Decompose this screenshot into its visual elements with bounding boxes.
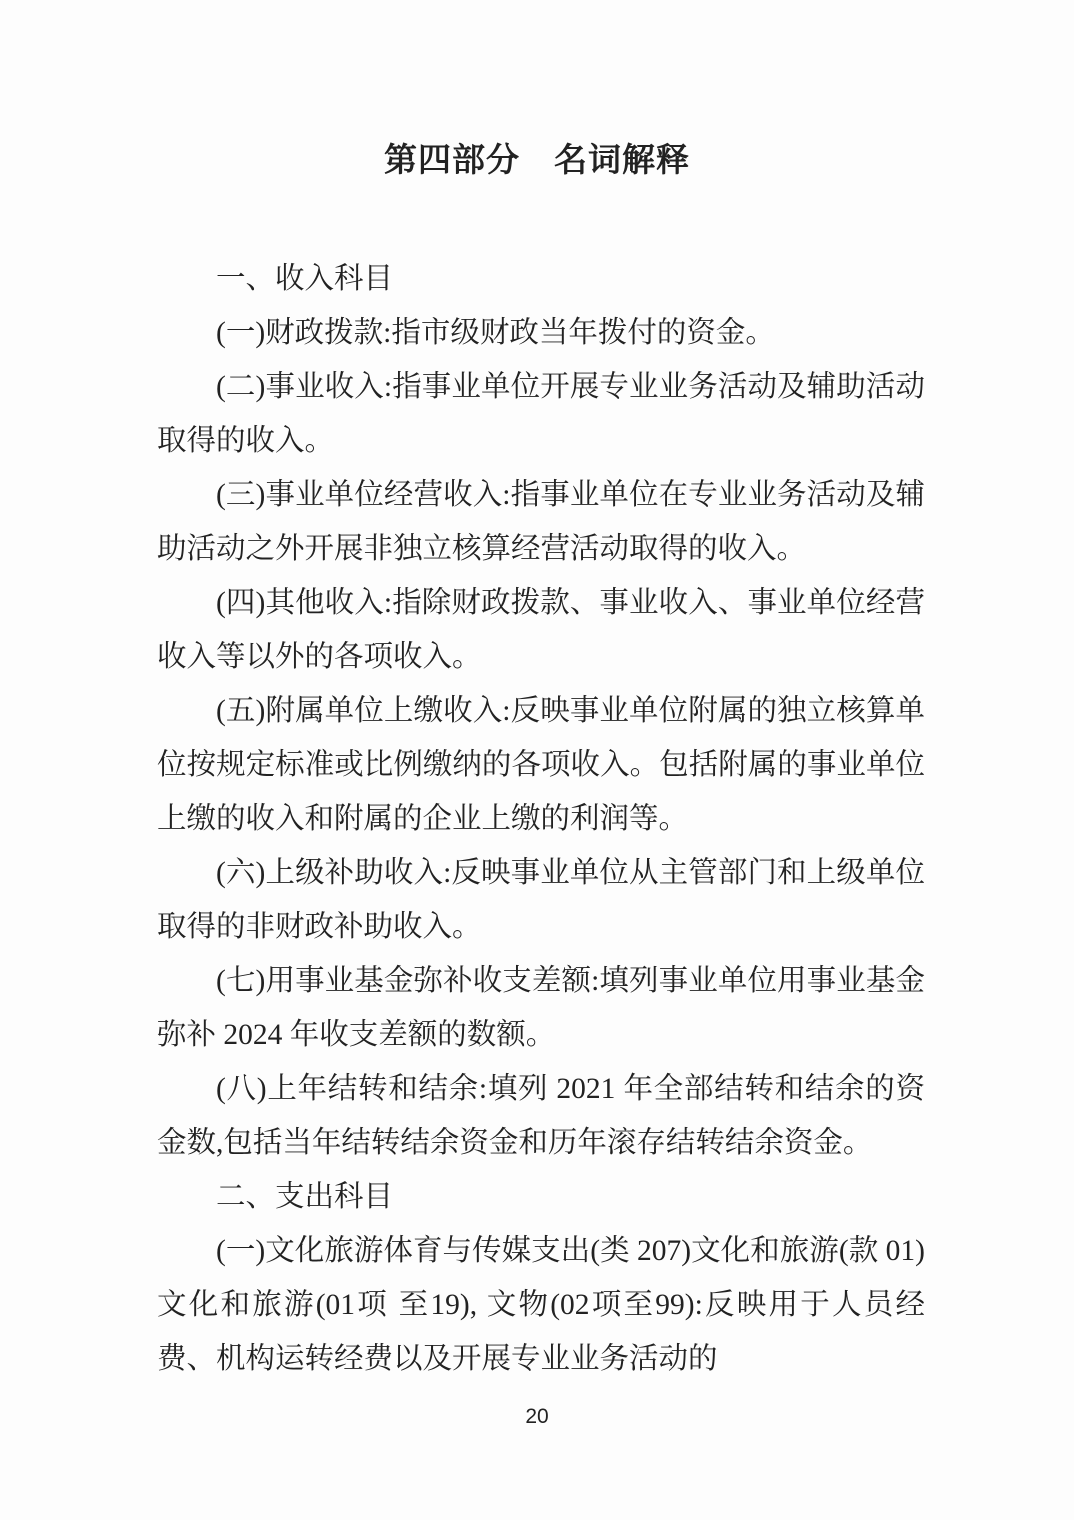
paragraph: (五)附属单位上缴收入:反映事业单位附属的独立核算单位按规定标准或比例缴纳的各项收入。包括附属的事业单位上缴的收入和附属的企业上缴的利润等。 — [157, 695, 925, 835]
paragraph: (一)文化旅游体育与传媒支出(类 207)文化和旅游(款 01)文化和旅游(01项 至19), 文物(02项至99):反映用于人员经费、机构运转经费以及开展专业业务活动的 — [157, 1235, 925, 1375]
page-footer — [0, 1405, 1074, 1429]
paragraph: (六)上级补助收入:反映事业单位从主管部门和上级单位取得的非财政补助收入。 — [157, 857, 925, 943]
paragraph: (四)其他收入:指除财政拨款、事业收入、事业单位经营收入等以外的各项收入。 — [157, 587, 925, 673]
document-title: 第四部分 名词解释 — [384, 141, 690, 178]
paragraph: (七)用事业基金弥补收支差额:填列事业单位用事业基金弥补 2024 年收支差额的数额。 — [157, 965, 925, 1051]
paragraph: 二、支出科目 — [216, 1181, 394, 1213]
paragraph: (一)财政拨款:指市级财政当年拨付的资金。 — [216, 317, 775, 349]
paragraph: (二)事业收入:指事业单位开展专业业务活动及辅助活动取得的收入。 — [157, 371, 925, 457]
paragraph: (八)上年结转和结余:填列 2021 年全部结转和结余的资金数,包括当年结转结余资金和历年滚存结转结余资金。 — [157, 1073, 925, 1159]
paragraph: 一、收入科目 — [216, 263, 394, 295]
paragraph: (三)事业单位经营收入:指事业单位在专业业务活动及辅助活动之外开展非独立核算经营活动取得的收入。 — [157, 479, 925, 565]
document-body — [157, 252, 925, 1386]
page-number: 20 — [525, 1405, 549, 1428]
